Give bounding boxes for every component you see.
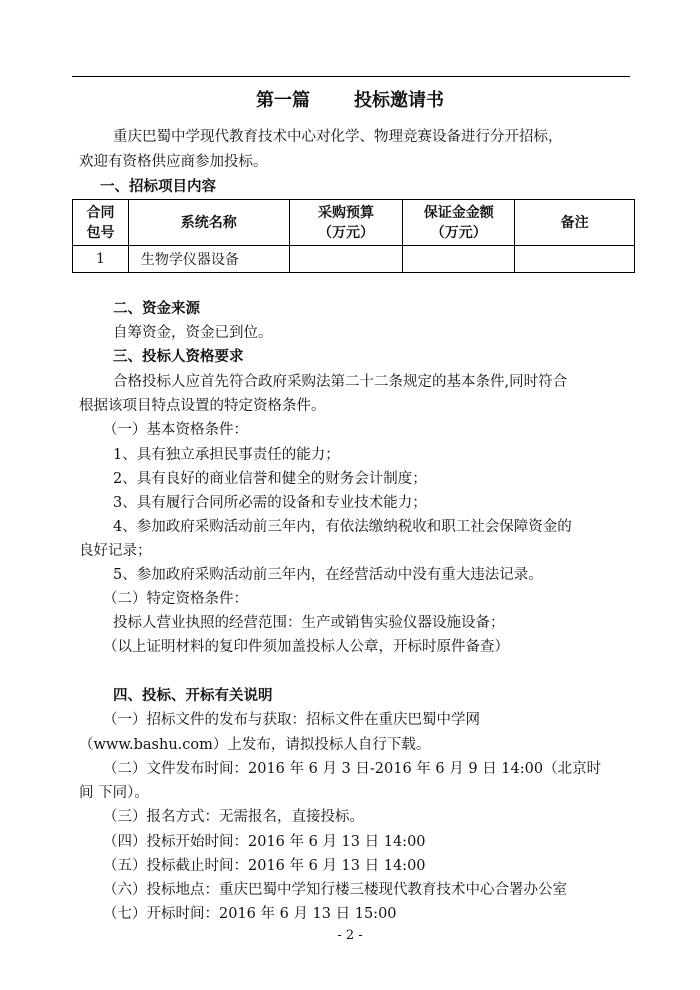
header-system-name: 系统名称 [128,200,289,246]
cell-contract-no: 1 [73,246,129,273]
basic-qualification-heading: （一）基本资格条件： [103,422,248,438]
table-header-row [73,200,635,246]
title-part-name: 投标邀请书 [354,90,444,111]
section4-item-7: （七）开标时间：2016 年 6 月 13 日 15:00 [103,906,397,922]
header-contract-no: 合同 包号 [73,200,129,246]
special-qualification-heading: （二）特定资格条件： [103,591,248,607]
section4-item-6: （六）投标地点：重庆巴蜀中学知行楼三楼现代教育技术中心合署办公室 [103,882,567,898]
header-budget: 采购预算 （万元） [289,200,403,246]
page-title [0,86,700,112]
cell-system-name: 生物学仪器设备 [128,246,289,273]
intro-line-2: 欢迎有资格供应商参加投标。 [79,154,268,170]
qualification-note: （以上证明材料的复印件须加盖投标人公章，开标时原件备查） [103,639,509,655]
section3-heading: 三、投标人资格要求 [113,349,244,365]
intro-line-1: 重庆巴蜀中学现代教育技术中心对化学、物理竞赛设备进行分开招标， [113,129,563,145]
section4-item-3: （三）报名方式：无需报名，直接投标。 [103,809,364,825]
basic-item-2: 2、具有良好的商业信誉和健全的财务会计制度； [113,471,427,487]
cell-budget [289,246,403,273]
section4-item-2-line-1: （二）文件发布时间：2016 年 6 月 3 日-2016 年 6 月 9 日 14:00（北京时 [103,761,602,777]
section2-heading: 二、资金来源 [113,301,200,317]
section4-item-5: （五）投标截止时间：2016 年 6 月 13 日 14:00 [103,858,426,874]
section4-item-1-line-2: （www.bashu.com）上发布，请拟投标人自行下载。 [79,737,431,753]
section2-text: 自筹资金，资金已到位。 [113,325,273,341]
basic-item-3: 3、具有履行合同所必需的设备和专业技术能力； [113,495,427,511]
section4-item-1-line-1: （一）招标文件的发布与获取：招标文件在重庆巴蜀中学网 [103,712,480,728]
project-table [72,199,635,273]
section4-item-2-line-2: 间 下同）。 [79,785,149,801]
cell-remarks [515,246,635,273]
special-qualification-text: 投标人营业执照的经营范围：生产或销售实验仪器设施设备； [113,615,505,631]
basic-item-4-line-1: 4、参加政府采购活动前三年内，有依法缴纳税收和职工社会保障资金的 [113,519,572,535]
section3-para-line-2: 根据该项目特点设置的特定资格条件。 [79,398,326,414]
section3-para-line-1: 合格投标人应首先符合政府采购法第二十二条规定的基本条件,同时符合 [113,374,568,390]
table-row [73,246,635,273]
title-part-chapter: 第一篇 [256,90,310,111]
cell-deposit [403,246,515,273]
section1-heading: 一、招标项目内容 [100,179,216,195]
section4-item-4: （四）投标开始时间：2016 年 6 月 13 日 14:00 [103,834,426,850]
page-number: - 2 - [337,928,363,943]
basic-item-1: 1、具有独立承担民事责任的能力； [113,447,340,463]
header-deposit: 保证金金额 （万元） [403,200,515,246]
section4-heading: 四、投标、开标有关说明 [113,688,273,704]
header-rule [72,76,630,77]
basic-item-5: 5、参加政府采购活动前三年内，在经营活动中没有重大违法记录。 [113,567,543,583]
basic-item-4-line-2: 良好记录； [79,543,152,559]
header-remarks: 备注 [515,200,635,246]
